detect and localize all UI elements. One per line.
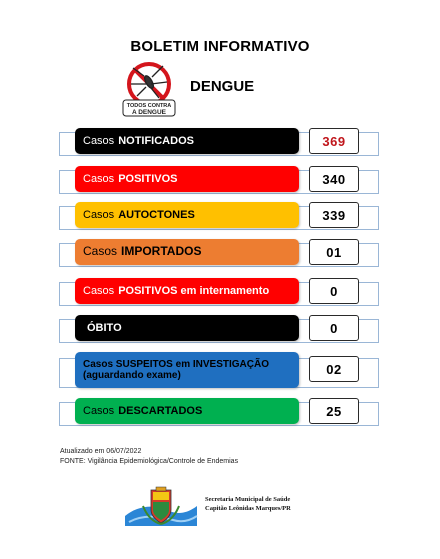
- row-prefix: Casos: [83, 172, 115, 185]
- row-value: 02: [309, 356, 359, 382]
- row-label: [75, 239, 299, 265]
- logo-text-2: A DENGUE: [131, 109, 167, 116]
- row-prefix: Casos: [83, 208, 115, 221]
- row-label: [75, 278, 299, 304]
- row-label-text: ÓBITO: [87, 321, 122, 334]
- row-value: 340: [309, 166, 359, 192]
- updated-note: Atualizado em 06/07/2022: [60, 448, 142, 455]
- row-label-text: POSITIVOS em internamento: [118, 284, 270, 297]
- row-label-text: [83, 359, 269, 370]
- row-value: 0: [309, 278, 359, 304]
- row-prefix: Casos: [83, 134, 115, 147]
- row-internamento: [59, 278, 379, 308]
- row-label: [75, 315, 299, 341]
- row-importados: [59, 239, 379, 269]
- logo-text-1: TODOS CONTRA: [126, 103, 172, 109]
- row-label-text: NOTIFICADOS: [118, 134, 194, 147]
- row-label-text: IMPORTADOS: [121, 244, 202, 259]
- row-value: 369: [309, 128, 359, 154]
- municipal-coat-of-arms-icon: [123, 486, 199, 530]
- page-title: BOLETIM INFORMATIVO: [130, 38, 310, 55]
- row-value: 25: [309, 398, 359, 424]
- row-label: [75, 352, 299, 388]
- secretaria-line-2: Capitão Leônidas Marques/PR: [205, 505, 291, 512]
- row-value: 339: [309, 202, 359, 228]
- row-label-text: AUTOCTONES: [118, 208, 195, 221]
- row-label: [75, 128, 299, 154]
- row-autoctones: [59, 202, 379, 232]
- row-prefix: Casos: [83, 244, 118, 259]
- row-label: [75, 398, 299, 424]
- row-prefix: Casos: [83, 284, 115, 297]
- row-prefix: Casos: [83, 359, 114, 370]
- secretaria-text: [205, 495, 291, 513]
- source-note: FONTE: Vigilância Epidemiológica/Controle de Endemias: [60, 458, 239, 465]
- row-label-main: SUSPEITOS em INVESTIGAÇÃO: [115, 359, 269, 370]
- row-descartados: [59, 398, 379, 428]
- row-notificados: [59, 128, 379, 158]
- row-value: 01: [309, 239, 359, 265]
- row-label: [75, 166, 299, 192]
- row-label-sub: (aguardando exame): [83, 370, 181, 381]
- secretaria-line-1: Secretaria Municipal de Saúde: [205, 496, 291, 503]
- row-label-text: DESCARTADOS: [118, 404, 203, 417]
- row-label-text: POSITIVOS: [118, 172, 178, 185]
- row-suspeitos: [59, 352, 379, 392]
- row-value: 0: [309, 315, 359, 341]
- row-positivos: [59, 166, 379, 196]
- row-prefix: Casos: [83, 404, 115, 417]
- row-label: [75, 202, 299, 228]
- row-obito: [59, 315, 379, 345]
- page-subtitle: DENGUE: [190, 78, 255, 95]
